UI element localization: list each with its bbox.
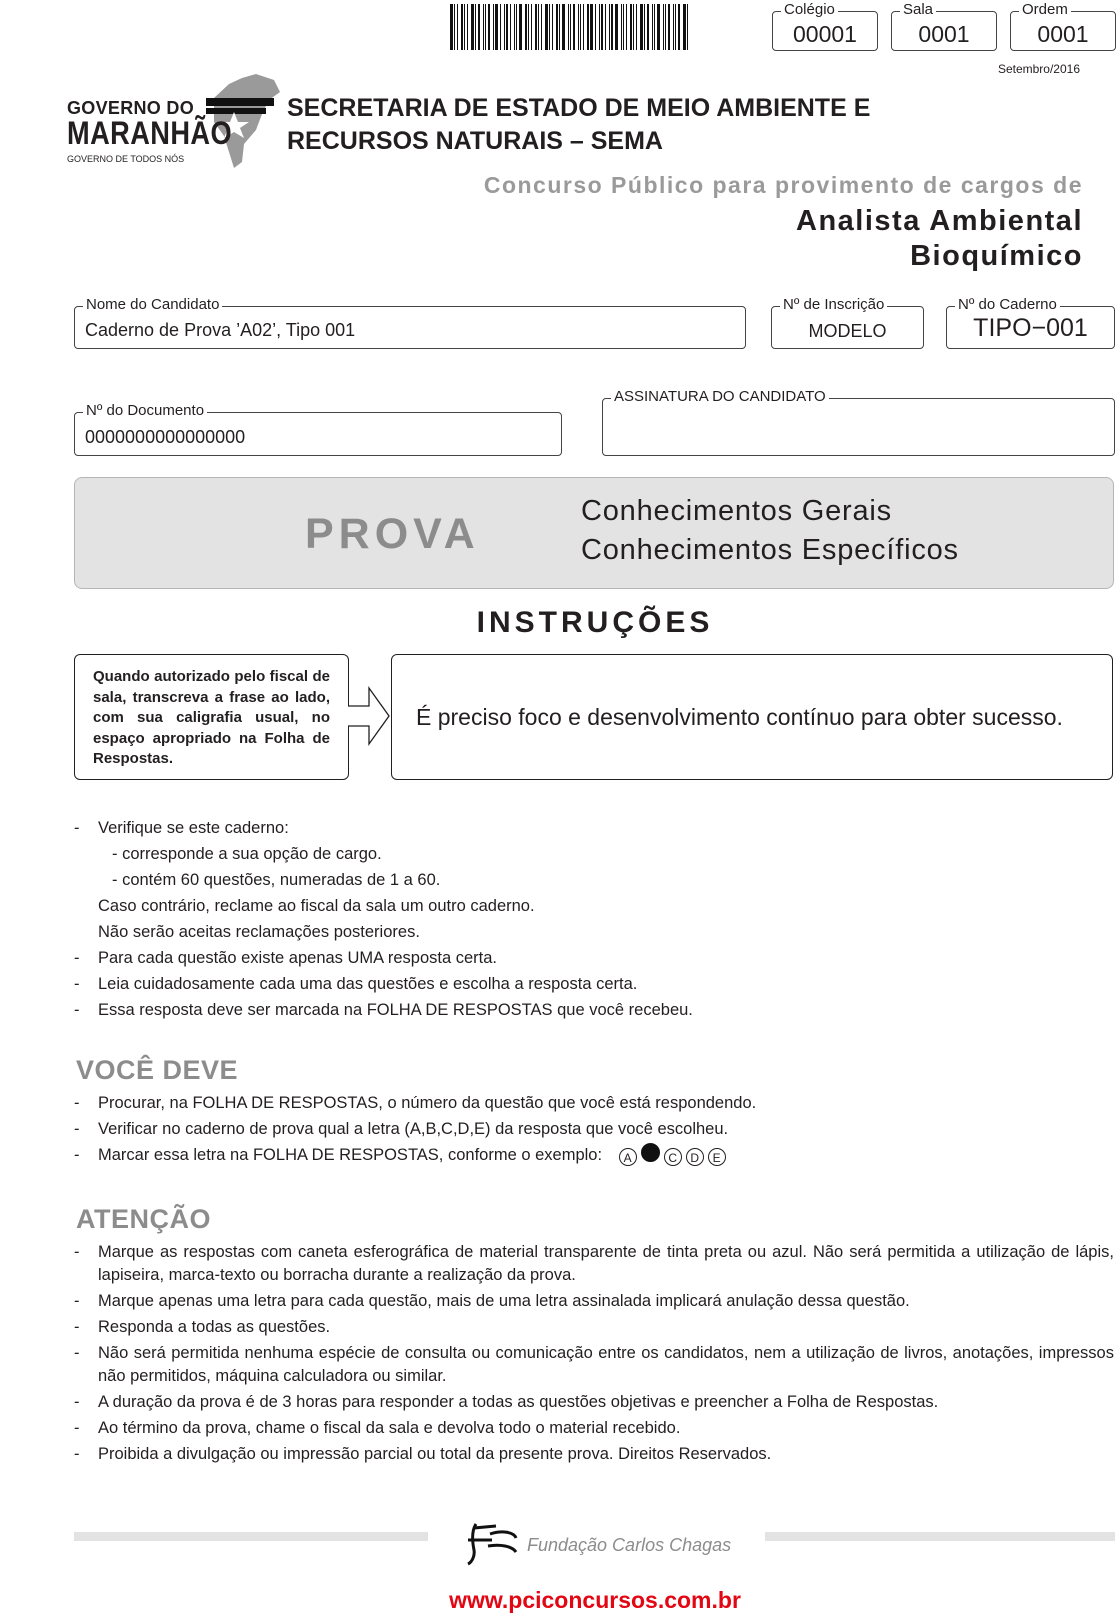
inscricao-value: MODELO (808, 321, 887, 341)
barcode-bar (647, 4, 649, 50)
list-item: - Procurar, na FOLHA DE RESPOSTAS, o número da questão que você está respondendo. (74, 1094, 757, 1112)
barcode-bar (609, 4, 610, 50)
fcc-name: Fundação Carlos Chagas (527, 1535, 732, 1555)
documento-field (74, 402, 562, 456)
date: Setembro/2016 (997, 62, 1080, 76)
assinatura-label: ASSINATURA DO CANDIDATO (611, 388, 829, 406)
barcode-bar (621, 4, 622, 50)
barcode-bar (467, 4, 468, 50)
list-item: - Proibida a divulgação ou impressão parcial ou total da presente prova. Direitos Reservados. (74, 1445, 772, 1463)
barcode-bar (687, 4, 688, 50)
barcode-bar (583, 4, 584, 50)
colegio-field (772, 1, 878, 51)
barcode-bar (652, 4, 653, 50)
atencao-title: ATENÇÃO (76, 1204, 211, 1234)
list-item: Não serão aceitas reclamações posteriores. (98, 923, 420, 941)
list-item: - Responda a todas as questões. (74, 1318, 331, 1336)
sala-label: Sala (900, 1, 936, 19)
barcode-bar (568, 4, 569, 50)
logo-line2: MARANHÃO (67, 115, 233, 151)
barcode-bar (461, 4, 463, 50)
barcode-bar (516, 4, 517, 50)
list-item: - Marque as respostas com caneta esferográfica de material transparente de tinta preta ou azul. Não será permitida a utilização de lápis, lapiseira, marca-texto ou borracha durante a realização da prova. (74, 1243, 1114, 1284)
barcode-bar (668, 4, 670, 50)
barcode-bar (541, 4, 542, 50)
barcode-bar (531, 4, 532, 50)
voce-deve-title: VOCÊ DEVE (76, 1055, 239, 1085)
sala-value: 0001 (918, 21, 970, 47)
footer-bar-left (74, 1532, 428, 1541)
logo-line1: GOVERNO DO (67, 98, 195, 118)
barcode-bar (673, 4, 674, 50)
bubble-c: C (664, 1148, 682, 1166)
prova-box (74, 477, 1114, 589)
barcode-bar (605, 4, 606, 50)
barcode-bar (500, 4, 501, 50)
barcode-bar (519, 4, 522, 50)
documento-value: 0000000000000000 (85, 427, 246, 447)
footer-bar-right (765, 1532, 1115, 1541)
barcode-bar (549, 4, 550, 50)
barcode-bar (580, 4, 581, 50)
list-item: - corresponde a sua opção de cargo. (112, 845, 382, 863)
cargo-line1: Analista Ambiental (796, 205, 1083, 237)
barcode-bar (562, 4, 565, 50)
barcode-bar (633, 4, 634, 50)
colegio-value: 00001 (793, 21, 857, 47)
barcode-bar (578, 4, 579, 50)
barcode-bar (475, 4, 476, 50)
prova-title: PROVA (305, 510, 480, 558)
caderno-value: TIPO−001 (973, 314, 1088, 342)
concurso-subtitle: Concurso Público para provimento de cargos de (483, 172, 1083, 198)
instructions-phrase-box (391, 654, 1113, 780)
barcode-bar (611, 4, 613, 50)
barcode-bar (450, 4, 453, 50)
barcode-bar (545, 4, 548, 50)
barcode-bar (644, 4, 645, 50)
ordem-field (1010, 1, 1116, 51)
barcode-bar (683, 4, 686, 50)
list-item: - Leia cuidadosamente cada uma das questões e escolha a resposta certa. (74, 975, 638, 993)
bubble-a: A (619, 1148, 637, 1166)
barcode-bar (478, 4, 480, 50)
barcode-bar (573, 4, 575, 50)
list-item: - Para cada questão existe apenas UMA resposta certa. (74, 949, 497, 967)
barcode-bar (640, 4, 643, 50)
candidate-name-label: Nome do Candidato (83, 296, 222, 314)
barcode-bar (570, 4, 571, 50)
bubble-e: E (708, 1148, 726, 1166)
inscricao-label: Nº de Inscrição (780, 296, 887, 314)
barcode (450, 4, 725, 50)
ordem-label: Ordem (1019, 1, 1071, 19)
list-item: - Essa resposta deve ser marcada na FOLHA DE RESPOSTAS que você recebeu. (74, 1001, 693, 1019)
barcode-bar (504, 4, 505, 50)
barcode-bar (636, 4, 637, 50)
barcode-bar (535, 4, 537, 50)
barcode-bar (493, 4, 494, 50)
barcode-bar (665, 4, 666, 50)
barcode-bar (599, 4, 600, 50)
caderno-field (946, 296, 1115, 349)
barcode-bar (483, 4, 484, 50)
barcode-bar (488, 4, 490, 50)
barcode-bar (675, 4, 676, 50)
barcode-bar (559, 4, 560, 50)
arrow-right-icon (347, 684, 391, 748)
barcode-bar (657, 4, 660, 50)
documento-label: Nº do Documento (83, 402, 207, 420)
barcode-bar (464, 4, 465, 50)
barcode-bar (601, 4, 603, 50)
candidate-name-value: Caderno de Prova ’A02’, Tipo 001 (85, 320, 356, 340)
candidate-name-field (74, 296, 746, 349)
barcode-bar (506, 4, 508, 50)
barcode-bar (623, 4, 624, 50)
list-item: Caso contrário, reclame ao fiscal da sala um outro caderno. (98, 897, 535, 915)
instructions-left-box: Quando autorizado pelo fiscal de sala, transcreva a frase ao lado, com sua caligrafia usual, no espaço apropriado na Folha de Respostas. (74, 654, 349, 780)
list-item: - Verificar no caderno de prova qual a letra (A,B,C,D,E) da resposta que você escolheu. (74, 1120, 729, 1138)
bubble-b-filled (641, 1143, 660, 1162)
instructions-phrase: É preciso foco e desenvolvimento contínuo para obter sucesso. (416, 703, 1063, 730)
barcode-bar (454, 4, 455, 50)
list-item: - Verifique se este caderno: (74, 819, 289, 837)
inscricao-field (771, 296, 924, 349)
verify-list (74, 815, 1114, 1023)
list-item: - Ao término da prova, chame o fiscal da sala e devolva todo o material recebido. (74, 1419, 681, 1437)
barcode-bar (514, 4, 515, 50)
barcode-bar (630, 4, 632, 50)
barcode-bar (510, 4, 511, 50)
website-link[interactable]: www.pciconcursos.com.br (449, 1587, 741, 1613)
sala-field (891, 1, 997, 51)
barcode-bar (678, 4, 680, 50)
fcc-logo-icon (462, 1520, 522, 1566)
org-line2: RECURSOS NATURAIS – SEMA (287, 127, 663, 155)
colegio-label: Colégio (781, 1, 838, 19)
list-item: - contém 60 questões, numeradas de 1 a 60. (112, 871, 441, 889)
logo-line3: GOVERNO DE TODOS NÓS (67, 154, 185, 164)
prova-subject-2: Conhecimentos Específicos (581, 534, 959, 566)
barcode-bar (485, 4, 486, 50)
list-item: - Marque apenas uma letra para cada questão, mais de uma letra assinalada implicará anulação dessa questão. (74, 1292, 910, 1310)
barcode-bar (538, 4, 539, 50)
barcode-bar (663, 4, 664, 50)
bubble-d: D (686, 1148, 704, 1166)
governo-maranhao-logo (64, 70, 284, 175)
barcode-bar (595, 4, 596, 50)
barcode-bar (457, 4, 458, 50)
barcode-bar (471, 4, 474, 50)
list-item: - Marcar essa letra na FOLHA DE RESPOSTAS, conforme o exemplo: A C D E (74, 1142, 1114, 1168)
answer-example (615, 1146, 726, 1164)
barcode-bar (556, 4, 558, 50)
barcode-bar (615, 4, 618, 50)
barcode-bar (590, 4, 593, 50)
barcode-bar (654, 4, 655, 50)
organization-title (287, 92, 870, 158)
org-line1: SECRETARIA DE ESTADO DE MEIO AMBIENTE E (287, 94, 871, 122)
barcode-bar (552, 4, 553, 50)
barcode-bar (626, 4, 627, 50)
cargo-line2: Bioquímico (910, 240, 1083, 272)
instructions-title: INSTRUÇÕES (476, 606, 714, 639)
barcode-bar (528, 4, 529, 50)
assinatura-field[interactable] (602, 388, 1115, 456)
ordem-value: 0001 (1037, 21, 1089, 47)
list-item: - Não será permitida nenhuma espécie de consulta ou comunicação entre os candidatos, nem a utilização de livros, anotações, impressos não permitidos, máquina calculadora ou similar. (74, 1344, 1114, 1385)
atencao-list (74, 1241, 1114, 1469)
barcode-bar (495, 4, 498, 50)
list-item: - A duração da prova é de 3 horas para responder a todas as questões objetivas e preencher a Folha de Respostas. (74, 1393, 939, 1411)
barcode-bar (587, 4, 589, 50)
caderno-label: Nº do Caderno (955, 296, 1060, 314)
voce-deve-list (74, 1090, 1114, 1168)
prova-subject-1: Conhecimentos Gerais (581, 495, 892, 527)
barcode-bar (525, 4, 527, 50)
